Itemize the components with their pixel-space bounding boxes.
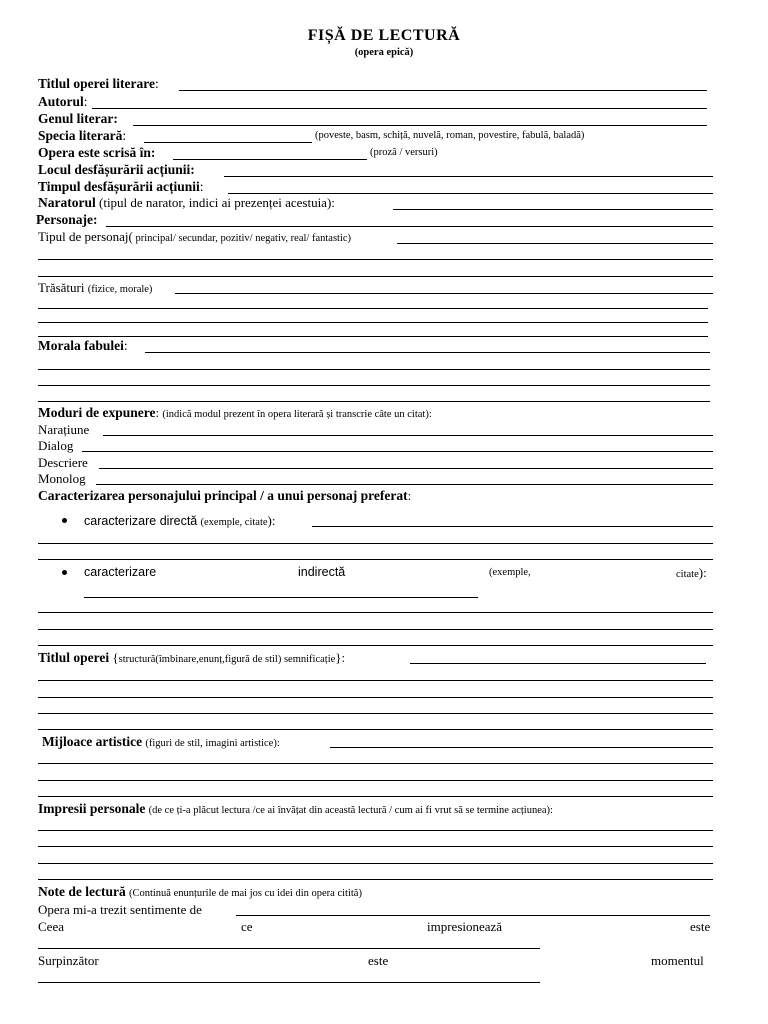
field-autor[interactable]	[92, 108, 707, 109]
label-indirecta-2: indirectă	[298, 565, 346, 579]
field-sentimente[interactable]	[236, 915, 710, 916]
label-note: Note de lectură (Continuă enunțurile de mai jos cu idei din opera citită)	[38, 884, 362, 899]
field-line[interactable]	[38, 830, 713, 831]
field-line[interactable]	[38, 336, 708, 337]
label-dialog: Dialog	[38, 438, 74, 453]
field-line[interactable]	[38, 763, 713, 764]
field-line[interactable]	[38, 369, 710, 370]
field-tip-personaj[interactable]	[397, 243, 713, 244]
field-line[interactable]	[38, 879, 713, 880]
field-descriere[interactable]	[99, 468, 713, 469]
field-line[interactable]	[38, 559, 713, 560]
label-descriere: Descriere	[38, 455, 88, 470]
label-monolog: Monolog	[38, 471, 86, 486]
field-directa[interactable]	[312, 526, 713, 527]
label-impresii: Impresii personale (de ce ți-a plăcut lectura /ce ai învățat din această lectură / cum ai fi vrut să se termine acțiunea):	[38, 801, 553, 816]
field-line[interactable]	[38, 259, 713, 260]
label-surprinzator: Surpinzător	[38, 953, 99, 968]
field-line[interactable]	[38, 713, 713, 714]
label-titlu: Titlul operei literare:	[38, 76, 159, 91]
field-mijloace[interactable]	[330, 747, 713, 748]
field-line[interactable]	[38, 612, 713, 613]
label-autor: Autorul:	[38, 94, 88, 109]
field-specia[interactable]	[144, 142, 312, 143]
field-line[interactable]	[38, 645, 713, 646]
label-timpul: Timpul desfășurării acțiunii:	[38, 179, 204, 194]
label-personaje: Personaje:	[36, 212, 98, 227]
hint-specia: (poveste, basm, schiță, nuvelă, roman, povestire, fabulă, baladă)	[315, 130, 585, 141]
field-line[interactable]	[38, 276, 713, 277]
field-momentul[interactable]	[38, 982, 540, 983]
field-line[interactable]	[38, 796, 713, 797]
hint-opera-scrisa: (proză / versuri)	[370, 147, 438, 158]
field-titlu[interactable]	[179, 90, 707, 91]
field-naratorul[interactable]	[393, 209, 713, 210]
label-indirecta-3: (exemple,	[489, 567, 531, 578]
field-locul[interactable]	[224, 176, 713, 177]
label-ceea: Ceea	[38, 919, 64, 934]
field-line[interactable]	[38, 863, 713, 864]
field-line[interactable]	[38, 308, 708, 309]
field-line[interactable]	[38, 543, 713, 544]
label-morala: Morala fabulei:	[38, 338, 128, 353]
label-indirecta-1: caracterizare	[84, 565, 157, 579]
field-indirecta[interactable]	[84, 597, 478, 598]
label-este-1: este	[690, 919, 711, 934]
field-morala[interactable]	[145, 352, 710, 353]
label-caracterizare: Caracterizarea personajului principal / a unui personaj preferat:	[38, 488, 412, 503]
field-personaje[interactable]	[106, 226, 713, 227]
label-este-2: este	[368, 953, 389, 968]
bullet-icon	[62, 570, 67, 575]
label-indirecta-4: citate):	[676, 565, 707, 580]
label-naratorul: Naratorul (tipul de narator, indici ai prezenței acestuia):	[38, 195, 335, 210]
label-opera-scrisa: Opera este scrisă în:	[38, 145, 156, 160]
label-titlul-operei: Titlul operei {structură(îmbinare,enunț,figură de stil) semnificație}:	[38, 650, 346, 665]
label-directa: caracterizare directă (exemple, citate):	[84, 513, 276, 528]
field-line[interactable]	[38, 729, 713, 730]
field-line[interactable]	[38, 780, 713, 781]
label-gen: Genul literar:	[38, 111, 118, 126]
field-dialog[interactable]	[82, 451, 713, 452]
field-line[interactable]	[38, 629, 713, 630]
field-line[interactable]	[38, 680, 713, 681]
label-impresioneaza: impresionează	[427, 919, 503, 934]
field-titlul-operei[interactable]	[410, 663, 706, 664]
label-tip-personaj: Tipul de personaj( principal/ secundar, pozitiv/ negativ, real/ fantastic)	[38, 229, 352, 244]
field-impresioneaza[interactable]	[38, 948, 540, 949]
field-naratiune[interactable]	[103, 435, 713, 436]
field-line[interactable]	[38, 846, 713, 847]
field-line[interactable]	[38, 697, 713, 698]
field-monolog[interactable]	[96, 484, 713, 485]
field-trasaturi[interactable]	[175, 293, 713, 294]
label-ce: ce	[241, 919, 253, 934]
bullet-icon	[62, 518, 67, 523]
field-line[interactable]	[38, 385, 710, 386]
label-momentul: momentul	[651, 953, 704, 968]
label-naratiune: Narațiune	[38, 422, 90, 437]
label-trasaturi: Trăsături (fizice, morale)	[38, 280, 153, 295]
label-specia: Specia literară:	[38, 128, 127, 143]
page-subtitle: (opera epică)	[354, 47, 414, 58]
label-locul: Locul desfășurării acțiunii:	[38, 162, 195, 177]
field-opera-scrisa[interactable]	[173, 159, 367, 160]
label-moduri: Moduri de expunere: (indică modul prezent în opera literară și transcrie câte un citat):	[38, 405, 432, 420]
field-gen[interactable]	[133, 125, 707, 126]
field-line[interactable]	[38, 322, 708, 323]
field-timpul[interactable]	[228, 193, 713, 194]
field-line[interactable]	[38, 401, 710, 402]
label-mijloace: Mijloace artistice (figuri de stil, imagini artistice):	[42, 734, 280, 749]
page-title: FIȘĂ DE LECTURĂ	[307, 27, 461, 44]
label-opera-sentimente: Opera mi-a trezit sentimente de	[38, 902, 202, 917]
